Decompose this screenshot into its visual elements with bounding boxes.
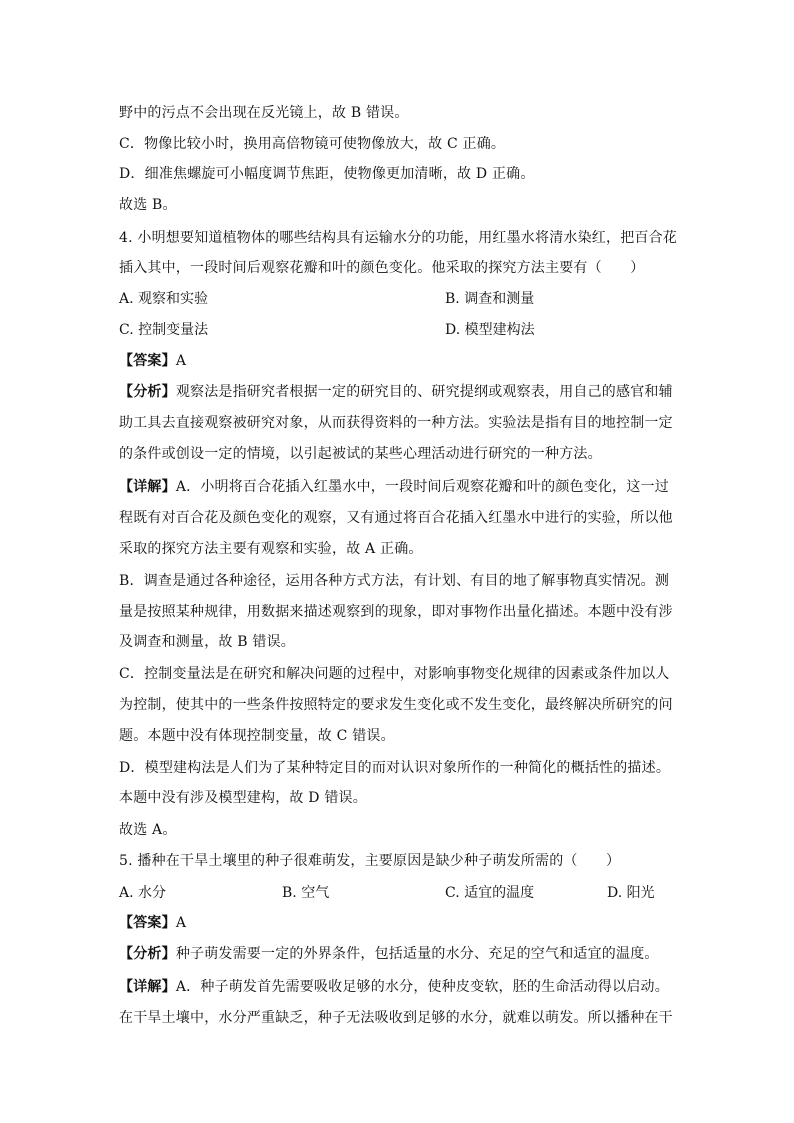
explanation-d: D．模型建构法是人们为了某种特定目的而对认识对象所作的一种简化的概括性的描述。 [119, 760, 671, 776]
analysis-tag: 【分析】 [119, 946, 176, 962]
detail-line [119, 477, 669, 497]
detail-tag: 【详解】 [119, 979, 176, 995]
explanation-b: B．调查是通过各种途径，运用各种方式方法，有计划、有目的地了解事物真实情况。测 [119, 573, 670, 589]
analysis-line: 的条件或创设一定的情境，以引起被试的某些心理活动进行研究的一种方法。 [119, 446, 602, 462]
explanation-d: 本题中没有涉及模型建构，故 D 错误。 [119, 790, 367, 806]
detail-text: A．小明将百合花插入红墨水中，一段时间后观察花瓣和叶的颜色变化，这一过 [175, 479, 669, 495]
analysis-line: 助工具去直接观察被研究对象，从而获得资料的一种方法。实验法是指有目的地控制一定 [119, 415, 673, 431]
detail-line: 采取的探究方法主要有观察和实验，故 A 正确。 [119, 541, 423, 557]
explanation-c: 题。本题中没有体现控制变量，故 C 错误。 [119, 728, 395, 744]
explanation-c: C．控制变量法是在研究和解决问题的过程中，对影响事物变化规律的因素或条件加以人 [119, 666, 670, 682]
analysis-line [119, 382, 673, 402]
text-line: C．物像比较小时，换用高倍物镜可使物像放大，故 C 正确。 [119, 136, 506, 152]
conclusion-line: 故选 B。 [119, 197, 177, 213]
detail-line [119, 977, 669, 997]
explanation-c: 为控制，使其中的一些条件按照特定的要求发生变化或不发生变化，最终解决所研究的问 [119, 697, 673, 713]
answer-tag: 【答案】 [119, 915, 176, 931]
detail-text: A．种子萌发首先需要吸收足够的水分，使种皮变软，胚的生命活动得以启动。 [175, 979, 669, 995]
question-4-stem: 4. 小明想要知道植物体的哪些结构具有运输水分的功能，用红墨水将清水染红，把百合花 [119, 230, 678, 246]
option-a: A. 观察和实验 [119, 291, 209, 307]
detail-line: 程既有对百合花及颜色变化的观察，又有通过将百合花插入红墨水中进行的实验，所以他 [119, 510, 673, 526]
question-4-stem: 插入其中，一段时间后观察花瓣和叶的颜色变化。他采取的探究方法主要有（ ） [119, 260, 645, 276]
analysis-text: 种子萌发需要一定的外界条件，包括适量的水分、充足的空气和适宜的温度。 [175, 946, 659, 962]
text-line: 野中的污点不会出现在反光镜上，故 B 错误。 [119, 105, 409, 121]
option-d: D. 模型建构法 [445, 322, 535, 338]
option-b: B. 调查和测量 [445, 291, 535, 307]
option-d: D. 阳光 [607, 885, 655, 901]
answer-value: A [175, 915, 187, 931]
explanation-b: 及调查和测量，故 B 错误。 [119, 634, 295, 650]
conclusion-line: 故选 A。 [119, 822, 177, 838]
option-c: C. 适宜的温度 [445, 885, 535, 901]
answer-line [119, 913, 186, 933]
answer-value: A [175, 353, 187, 369]
analysis-line [119, 944, 659, 964]
analysis-tag: 【分析】 [119, 384, 176, 400]
answer-tag: 【答案】 [119, 353, 176, 369]
option-b: B. 空气 [282, 885, 330, 901]
answer-line [119, 351, 186, 371]
option-a: A. 水分 [119, 885, 167, 901]
text-line: D．细准焦螺旋可小幅度调节焦距，使物像更加清晰，故 D 正确。 [119, 166, 535, 182]
detail-line: 在干旱土壤中，水分严重缺乏，种子无法吸收到足够的水分，就难以萌发。所以播种在干 [119, 1010, 673, 1026]
explanation-b: 量是按照某种规律，用数据来描述观察到的现象，即对事物作出量化描述。本题中没有涉 [119, 604, 673, 620]
question-5-stem: 5. 播种在干旱土壤里的种子很难萌发，主要原因是缺少种子萌发所需的（ ） [119, 853, 621, 869]
option-c: C. 控制变量法 [119, 322, 209, 338]
detail-tag: 【详解】 [119, 479, 176, 495]
analysis-text: 观察法是指研究者根据一定的研究目的、研究提纲或观察表，用自己的感官和辅 [175, 384, 673, 400]
